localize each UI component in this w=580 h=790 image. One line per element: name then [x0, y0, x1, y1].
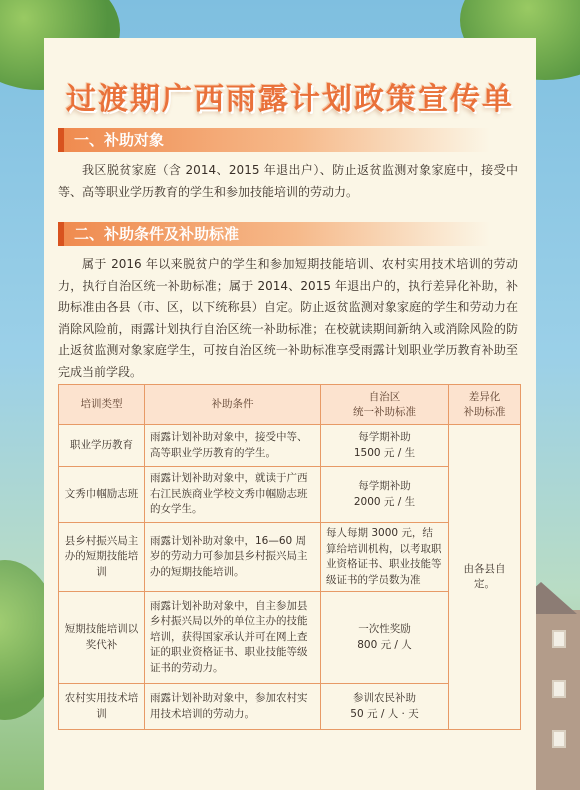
header-diff-line1: 差异化: [468, 390, 501, 403]
cell-standard-line2: 1500 元 / 生: [353, 446, 416, 459]
cell-standard-line1: 每学期补助: [358, 431, 411, 443]
header-standard-line2: 统一补助标准: [353, 405, 416, 418]
cell-standard: [321, 425, 449, 467]
cell-type: 县乡村振兴局主办的短期技能培训: [59, 523, 145, 592]
table-row: [59, 425, 521, 467]
cell-standard-line2: 50 元 / 人 · 天: [350, 707, 419, 720]
cell-type: 短期技能培训以奖代补: [59, 592, 145, 684]
cell-differential: 由各县自定。: [449, 425, 521, 730]
cell-standard-line2: 2000 元 / 生: [353, 495, 416, 508]
cell-condition: 雨露计划补助对象中，16—60 周岁的劳动力可参加县乡村振兴局主办的短期技能培训。: [145, 523, 321, 592]
header-diff-line2: 补助标准: [463, 405, 506, 418]
cell-standard-line1: 参训农民补助: [353, 692, 416, 704]
cell-standard: [321, 467, 449, 523]
cell-condition: 雨露计划补助对象中，自主参加县乡村振兴局以外的单位主办的技能培训，获得国家承认并可在网上查证的职业资格证书、职业技能等级证书的劳动力。: [145, 592, 321, 684]
header-standard: [321, 385, 449, 425]
cell-standard: [321, 592, 449, 684]
cell-standard-line2: 800 元 / 人: [357, 638, 412, 651]
cell-type: 职业学历教育: [59, 425, 145, 467]
header-standard-line1: 自治区: [368, 390, 401, 403]
cell-condition: 雨露计划补助对象中，参加农村实用技术培训的劳动力。: [145, 684, 321, 730]
header-differential: [449, 385, 521, 425]
page-title: 过渡期广西雨露计划政策宣传单: [66, 82, 514, 117]
section-body-conditions: 属于 2016 年以来脱贫户的学生和参加短期技能培训、农村实用技术培训的劳动力，执行自治区统一补助标准；属于 2014、2015 年退出户的，执行差异化补助，补助标准由各县（市、区，以下统称县）自定。防止返贫监测对象家庭的学生和劳动力在消除风险前，雨露计划执行自治区统一补助标准；在校就读期间新纳入或消除风险的防止返贫监测对象家庭学生，可按自治区统一补助标准享受雨露计划职业学历教育补助至完成当前学段。: [58, 257, 518, 379]
cell-standard: 每人每期 3000 元，结算给培训机构，以考取职业资格证书、职业技能等级证书的学员数为准: [321, 523, 449, 592]
cell-type: 文秀巾帼励志班: [59, 467, 145, 523]
header-condition: 补助条件: [145, 385, 321, 425]
section-body-recipients: 我区脱贫家庭（含 2014、2015 年退出户）、防止返贫监测对象家庭中，接受中等、高等职业学历教育的学生和参加技能培训的劳动力。: [58, 163, 518, 199]
header-type: 培训类型: [59, 385, 145, 425]
section-heading-conditions: 二、补助条件及补助标准: [58, 222, 490, 246]
cell-standard-line1: 一次性奖励: [358, 623, 411, 635]
cell-condition: 雨露计划补助对象中，接受中等、高等职业学历教育的学生。: [145, 425, 321, 467]
subsidy-table: [58, 384, 521, 730]
table-header-row: [59, 385, 521, 425]
cell-condition: 雨露计划补助对象中，就读于广西右江民族商业学校文秀巾帼励志班的女学生。: [145, 467, 321, 523]
cell-type: 农村实用技术培训: [59, 684, 145, 730]
section-heading-recipients: 一、补助对象: [58, 128, 490, 152]
cell-standard-line1: 每学期补助: [358, 480, 411, 492]
flyer-card: [44, 38, 536, 790]
cell-standard: [321, 684, 449, 730]
